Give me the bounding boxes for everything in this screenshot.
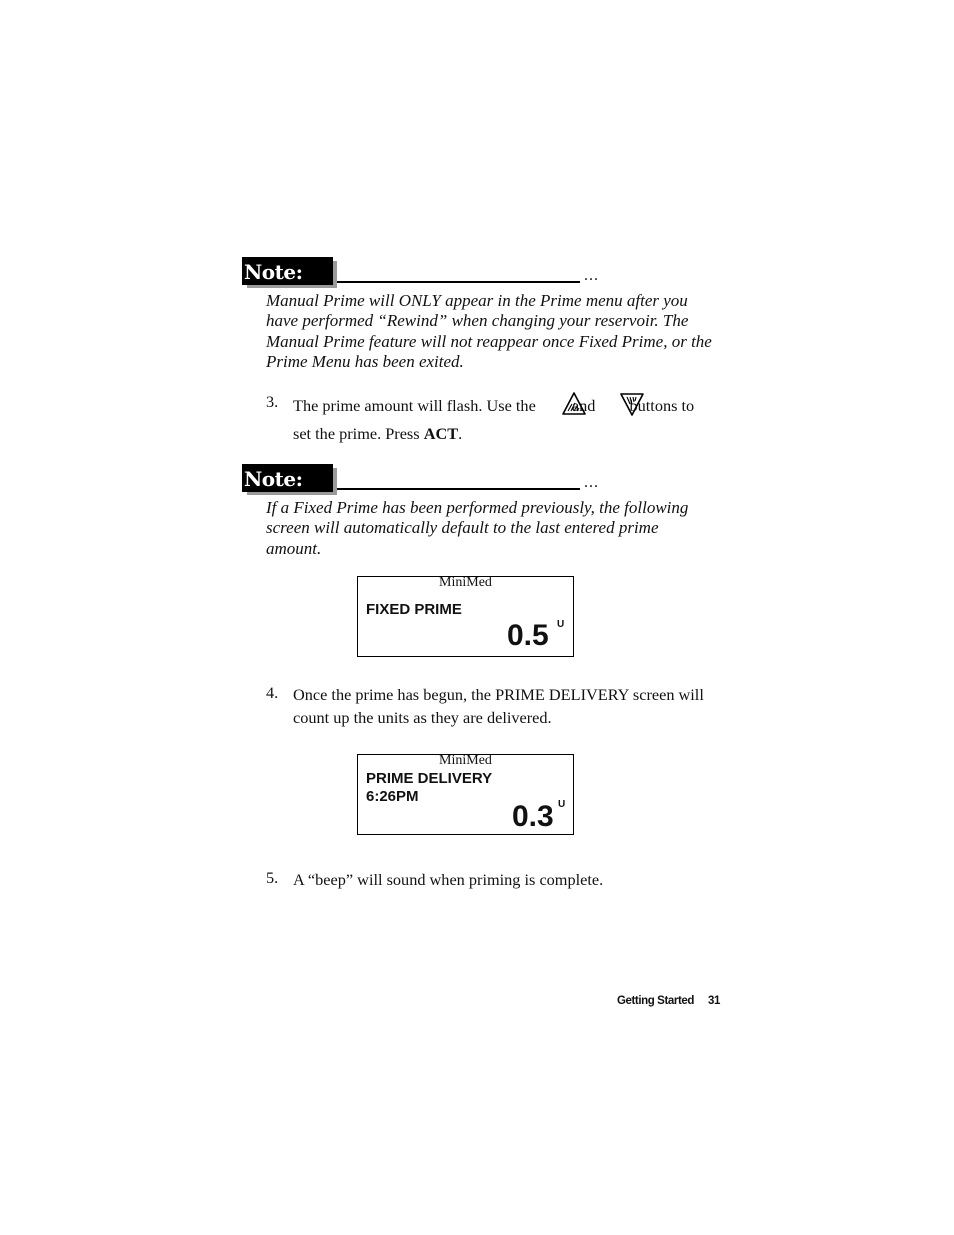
note-banner bbox=[242, 464, 602, 496]
step-text-part: and bbox=[571, 396, 596, 415]
unit-label: U bbox=[558, 799, 566, 810]
step-text bbox=[293, 683, 738, 729]
note-line: Manual Prime feature will not reappear once Fixed Prime, or the bbox=[266, 331, 712, 351]
step-line bbox=[293, 420, 738, 448]
pump-screen-prime-delivery bbox=[357, 754, 574, 835]
step-text bbox=[293, 392, 738, 448]
note-line: Manual Prime will ONLY appear in the Prime menu after you bbox=[266, 291, 688, 310]
note-banner bbox=[242, 257, 602, 289]
delivered-amount: 0.3 bbox=[512, 800, 554, 833]
step-number: 5. bbox=[266, 868, 279, 887]
step-line: Once the prime has begun, the PRIME DELIVERY screen will bbox=[293, 685, 704, 704]
act-label: ACT bbox=[423, 424, 459, 443]
screen-brand: MiniMed bbox=[439, 575, 492, 590]
note-rule bbox=[337, 488, 580, 490]
note-text bbox=[266, 498, 736, 559]
step-number: 4. bbox=[266, 683, 279, 702]
note-line: If a Fixed Prime has been performed previously, the following bbox=[266, 498, 689, 517]
screen-title: PRIME DELIVERY bbox=[366, 770, 493, 787]
note-badge: Note: bbox=[242, 464, 333, 492]
pump-screen-fixed-prime bbox=[357, 576, 574, 657]
note-line: amount. bbox=[266, 538, 322, 558]
step-line bbox=[293, 392, 738, 420]
screen-title: FIXED PRIME bbox=[366, 601, 462, 618]
down-arrow-button-icon bbox=[619, 391, 645, 417]
step-text-part: set the prime. Press bbox=[293, 424, 420, 443]
step-text-part: buttons to bbox=[629, 396, 695, 415]
note-badge: Note: bbox=[242, 257, 333, 285]
step-text-part: The prime amount will flash. Use the bbox=[293, 396, 536, 415]
note-rule bbox=[337, 281, 580, 283]
note-ellipsis: ... bbox=[584, 474, 599, 491]
prime-amount: 0.5 bbox=[507, 619, 549, 652]
page-footer bbox=[600, 995, 720, 1007]
step-line: count up the units as they are delivered. bbox=[293, 708, 552, 727]
unit-label: U bbox=[557, 619, 565, 630]
note-line: have performed “Rewind” when changing your reservoir. The bbox=[266, 311, 689, 331]
note-line: Prime Menu has been exited. bbox=[266, 351, 464, 371]
section-title: Getting Started bbox=[616, 995, 694, 1007]
up-arrow-button-icon bbox=[561, 391, 587, 417]
note-ellipsis: ... bbox=[584, 267, 599, 284]
step-text-part: . bbox=[458, 424, 463, 443]
note-line: screen will automatically default to the last entered prime bbox=[266, 518, 659, 538]
screen-brand: MiniMed bbox=[439, 753, 492, 768]
note-text bbox=[266, 291, 736, 372]
step-text: A “beep” will sound when priming is complete. bbox=[293, 870, 604, 889]
page-number: 31 bbox=[708, 995, 720, 1007]
step-number: 3. bbox=[266, 392, 279, 411]
screen-time: 6:26PM bbox=[366, 788, 419, 805]
